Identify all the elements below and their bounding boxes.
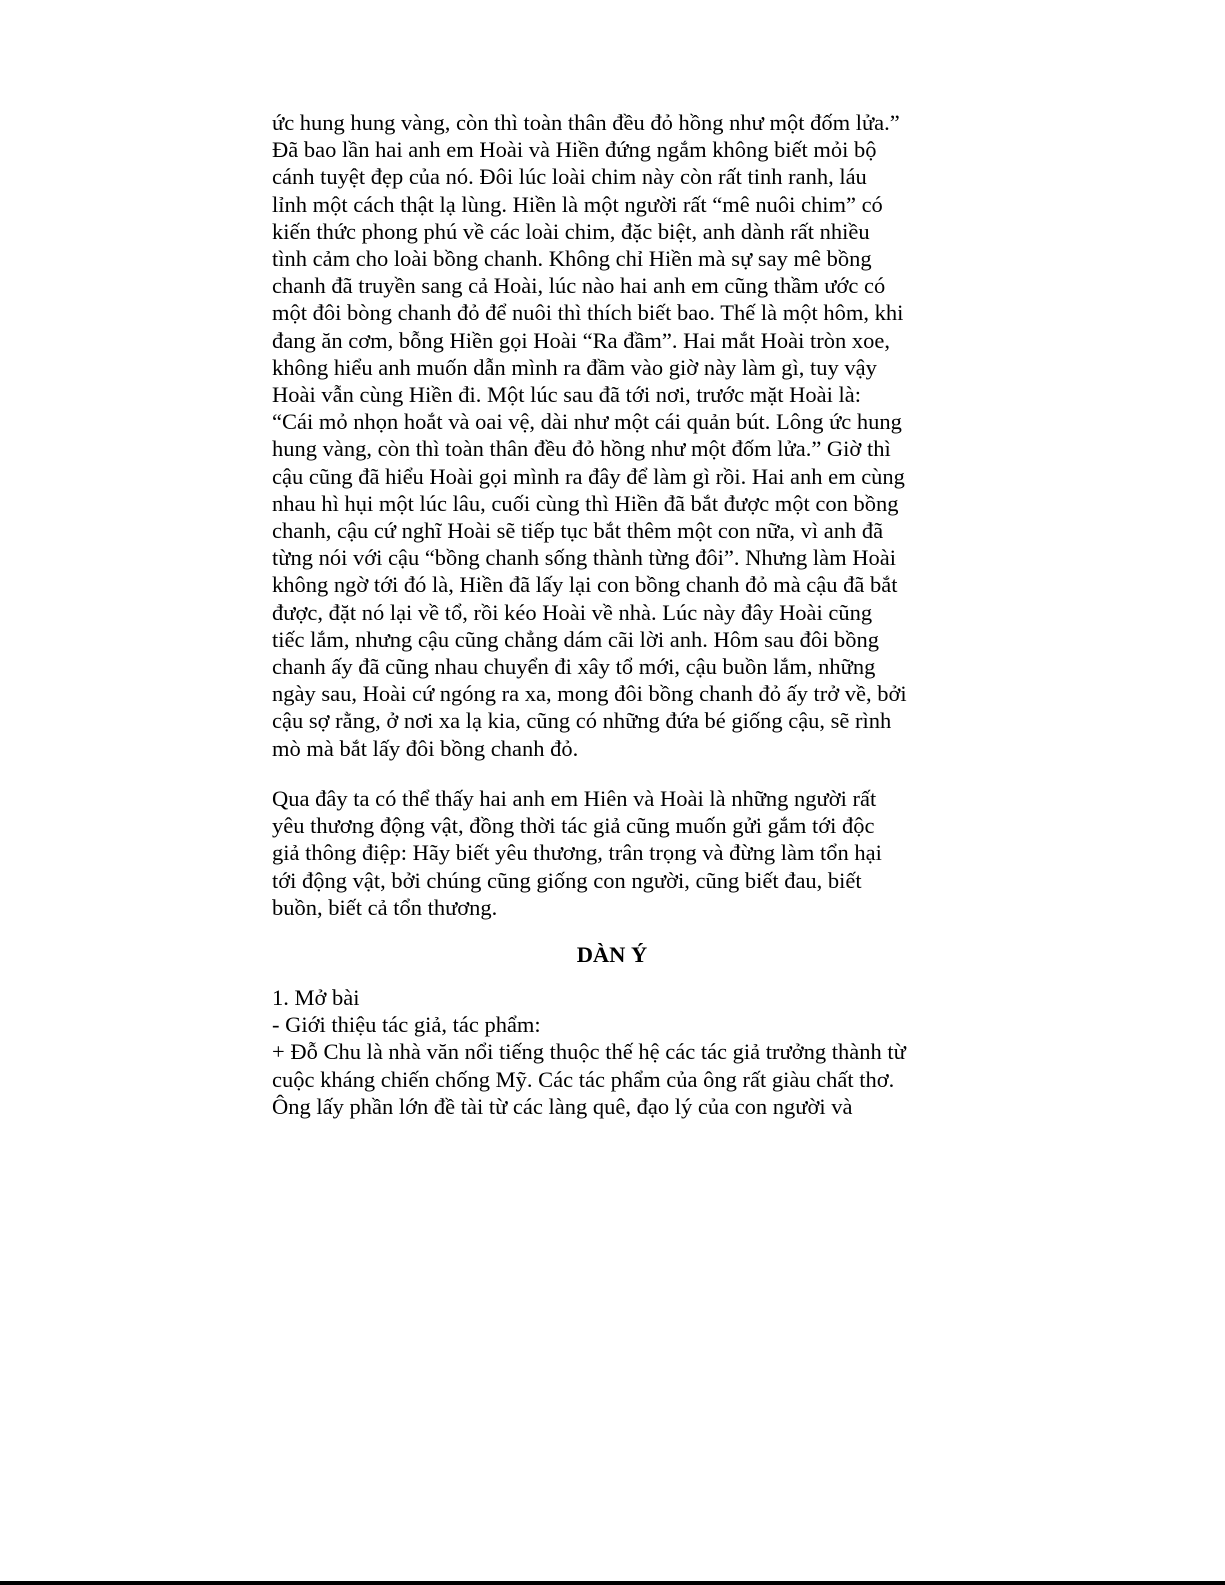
text-line: tới động vật, bởi chúng cũng giống con người, cũng biết đau, biết [272,867,862,893]
text-line: Qua đây ta có thể thấy hai anh em Hiên và Hoài là những người rất [272,786,877,811]
outline-subbullet: + Đỗ Chu là nhà văn nổi tiếng thuộc thế hệ các tác giả trưởng thành từ [272,1039,906,1065]
page-bottom-border [0,1581,1225,1585]
text-line: chanh ấy đã cũng nhau chuyển đi xây tổ mới, cậu buồn lắm, những [272,654,876,680]
text-line: giả thông điệp: Hãy biết yêu thương, trân trọng và đừng làm tổn hại [272,840,882,866]
text-line: tiếc lắm, nhưng cậu cũng chẳng dám cãi lời anh. Hôm sau đôi bồng [272,626,880,652]
text-line: cậu sợ rằng, ở nơi xa lạ kia, cũng có những đứa bé giống cậu, sẽ rình [272,708,892,734]
text-line: lỉnh một cách thật lạ lùng. Hiền là một người rất “mê nuôi chim” có [272,191,883,217]
text-line: kiến thức phong phú về các loài chim, đặc biệt, anh dành rất nhiều [272,218,870,244]
text-line: không ngờ tới đó là, Hiền đã lấy lại con bồng chanh đỏ mà cậu đã bắt [272,572,898,598]
text-line: hung vàng, còn thì toàn thân đều đỏ hồng như một đốm lửa.” Giờ thì [272,436,891,462]
outline-bullet: - Giới thiệu tác giả, tác phẩm: [272,1012,541,1038]
text-line: từng nói với cậu “bồng chanh sống thành từng đôi”. Nhưng làm Hoài [272,545,897,571]
text-line: nhau hì hụi một lúc lâu, cuối cùng thì Hiền đã bắt được một con bồng [272,490,899,516]
text-line: cậu cũng đã hiểu Hoài gọi mình ra đây để làm gì rồi. Hai anh em cùng [272,463,905,489]
story-paragraph [272,109,952,762]
text-line: ức hung hung vàng, còn thì toàn thân đều đỏ hồng như một đốm lửa.” [272,110,900,135]
conclusion-paragraph [272,785,952,921]
text-line: Hoài vẫn cùng Hiền đi. Một lúc sau đã tới nơi, trước mặt Hoài là: [272,382,862,408]
outline-heading: DÀN Ý [576,942,648,967]
outline-section [272,984,952,1120]
text-line: mò mà bắt lấy đôi bồng chanh đỏ. [272,735,579,761]
text-line: cuộc kháng chiến chống Mỹ. Các tác phẩm của ông rất giàu chất thơ. [272,1066,895,1092]
text-line: Ông lấy phần lớn đề tài từ các làng quê, đạo lý của con người và [272,1093,853,1119]
text-line: tình cảm cho loài bồng chanh. Không chỉ Hiền mà sự say mê bồng [272,246,872,272]
text-line: đang ăn cơm, bỗng Hiền gọi Hoài “Ra đầm”. Hai mắt Hoài tròn xoe, [272,327,890,353]
text-line: “Cái mỏ nhọn hoắt và oai vệ, dài như một cái quản bút. Lông ức hung [272,409,902,435]
text-line: Đã bao lần hai anh em Hoài và Hiền đứng ngắm không biết mỏi bộ [272,137,877,163]
text-line: chanh đã truyền sang cả Hoài, lúc nào hai anh em cũng thầm ước có [272,273,886,299]
text-line: được, đặt nó lại về tổ, rồi kéo Hoài về nhà. Lúc này đây Hoài cũng [272,599,873,625]
text-line: ngày sau, Hoài cứ ngóng ra xa, mong đôi bồng chanh đỏ ấy trở về, bởi [272,681,907,707]
text-line: không hiểu anh muốn dẫn mình ra đầm vào giờ này làm gì, tuy vậy [272,354,877,380]
text-line: chanh, cậu cứ nghĩ Hoài sẽ tiếp tục bắt thêm một con nữa, vì anh đã [272,518,884,544]
text-line: yêu thương động vật, đồng thời tác giả cũng muốn gửi gắm tới độc [272,813,875,839]
outline-section-title: 1. Mở bài [272,985,360,1010]
text-line: cánh tuyệt đẹp của nó. Đôi lúc loài chim này còn rất tinh ranh, láu [272,164,867,190]
text-line: buồn, biết cả tổn thương. [272,894,498,920]
text-line: một đôi bòng chanh đỏ để nuôi thì thích biết bao. Thế là một hôm, khi [272,300,904,326]
